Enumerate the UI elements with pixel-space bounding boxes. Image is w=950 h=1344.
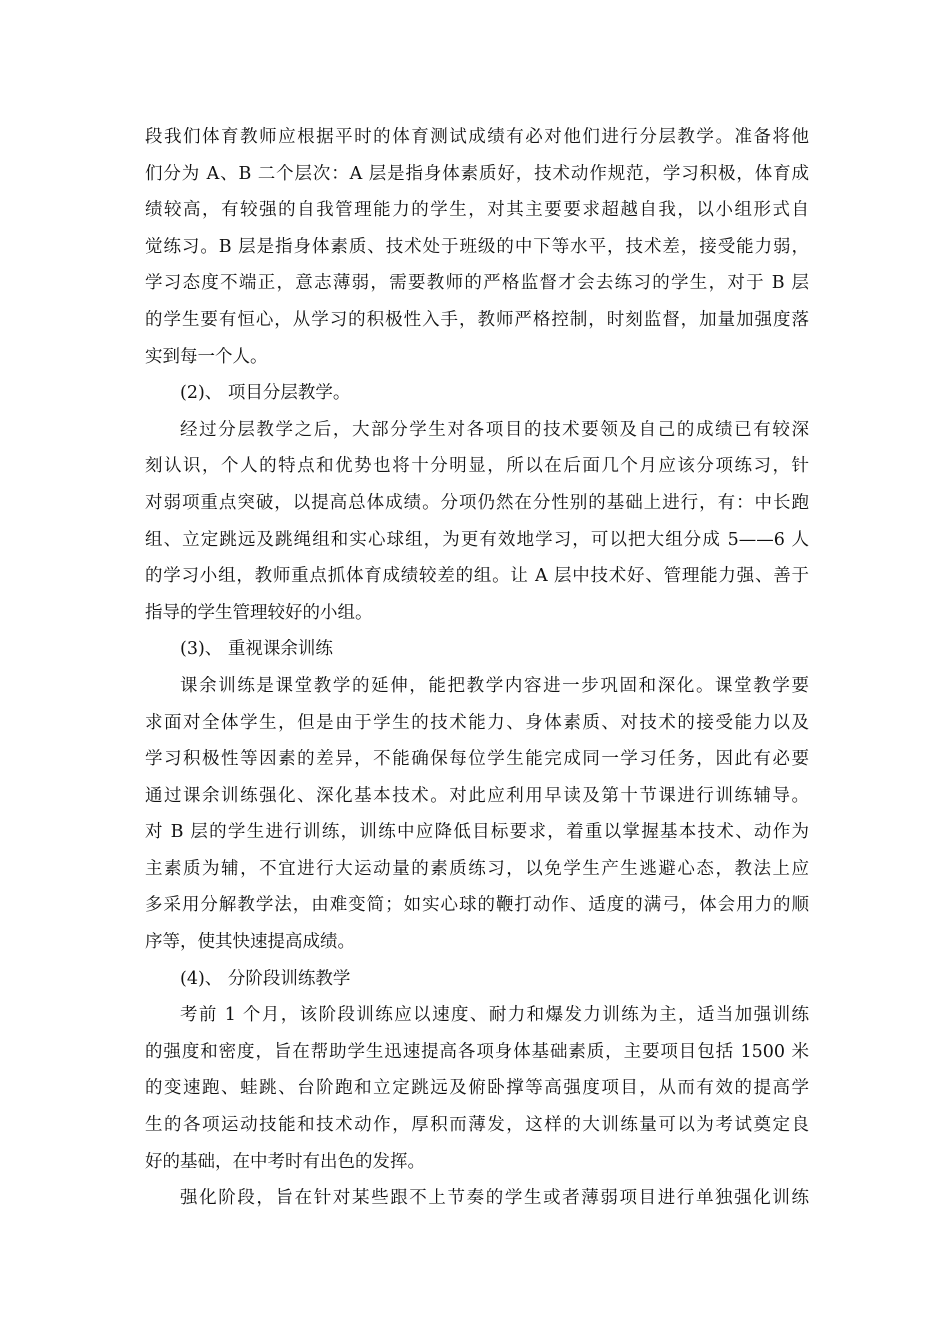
text-line: 组、立定跳远及跳绳组和实心球组，为更有效地学习，可以把大组分成 5——6 人 xyxy=(145,529,809,550)
text-line: 的学生要有恒心，从学习的积极性入手，教师严格控制，时刻监督，加量加强度落 xyxy=(145,309,809,330)
text-line: 实到每一个人。 xyxy=(145,346,268,367)
text-line: 通过课余训练强化、深化基本技术。对此应利用早读及第十节课进行训练辅导。 xyxy=(145,785,809,806)
text-line: 学习积极性等因素的差异，不能确保每位学生能完成同一学习任务，因此有必要 xyxy=(145,749,809,770)
paragraph-intensification xyxy=(145,1180,809,1217)
text-line: 们分为 A、B 二个层次：A 层是指身体素质好，技术动作规范，学习积极，体育成 xyxy=(145,163,809,184)
section-heading-4: (4)、 分阶段训练教学 xyxy=(180,968,351,989)
text-line: 多采用分解教学法，由难变简；如实心球的鞭打动作、适度的满弓，体会用力的顺 xyxy=(145,895,809,916)
paragraph-phased-training xyxy=(145,997,809,1180)
text-line: 序等，使其快速提高成绩。 xyxy=(145,932,355,953)
text-line: 课余训练是课堂教学的延伸，能把教学内容进一步巩固和深化。课堂教学要 xyxy=(180,675,809,696)
text-line: 觉练习。B 层是指身体素质、技术处于班级的中下等水平，技术差，接受能力弱， xyxy=(145,236,809,257)
text-line: 求面对全体学生，但是由于学生的技术能力、身体素质、对技术的接受能力以及 xyxy=(145,712,809,733)
text-line: 指导的学生管理较好的小组。 xyxy=(145,602,373,623)
text-line: 生的各项运动技能和技术动作，厚积而薄发，这样的大训练量可以为考试奠定良 xyxy=(145,1115,809,1136)
text-line: 考前 1 个月，该阶段训练应以速度、耐力和爆发力训练为主，适当加强训练 xyxy=(180,1005,809,1026)
text-line: 好的基础，在中考时有出色的发挥。 xyxy=(145,1151,425,1172)
text-line: 对弱项重点突破，以提高总体成绩。分项仍然在分性别的基础上进行，有：中长跑 xyxy=(145,492,809,513)
text-line: 的强度和密度，旨在帮助学生迅速提高各项身体基础素质，主要项目包括 1500 米 xyxy=(145,1041,809,1062)
section-heading-2: (2)、 项目分层教学。 xyxy=(180,383,351,404)
text-line: 刻认识，个人的特点和优势也将十分明显，所以在后面几个月应该分项练习，针 xyxy=(145,456,809,477)
text-line: 强化阶段，旨在针对某些跟不上节奏的学生或者薄弱项目进行单独强化训练 xyxy=(180,1188,809,1209)
text-line: 主素质为辅，不宜进行大运动量的素质练习，以免学生产生逃避心态，教法上应 xyxy=(145,858,809,879)
section-heading-3: (3)、 重视课余训练 xyxy=(180,639,333,660)
text-line: 段我们体育教师应根据平时的体育测试成绩有必对他们进行分层教学。准备将他 xyxy=(145,127,809,147)
paragraph-extracurricular-training xyxy=(145,668,809,961)
document-body xyxy=(145,119,809,1217)
text-line: 的学习小组，教师重点抓体育成绩较差的组。让 A 层中技术好、管理能力强、善于 xyxy=(145,566,809,587)
paragraph-item-layering xyxy=(145,412,809,632)
paragraph-layered-groups xyxy=(145,119,809,375)
text-line: 学习态度不端正，意志薄弱，需要教师的严格监督才会去练习的学生，对于 B 层 xyxy=(145,273,809,294)
text-line: 经过分层教学之后，大部分学生对各项目的技术要领及自己的成绩已有较深 xyxy=(180,419,809,440)
text-line: 的变速跑、蛙跳、台阶跑和立定跳远及俯卧撑等高强度项目，从而有效的提高学 xyxy=(145,1078,809,1099)
text-line: 对 B 层的学生进行训练，训练中应降低目标要求，着重以掌握基本技术、动作为 xyxy=(145,822,809,843)
text-line: 绩较高，有较强的自我管理能力的学生，对其主要要求超越自我，以小组形式自 xyxy=(145,200,809,221)
